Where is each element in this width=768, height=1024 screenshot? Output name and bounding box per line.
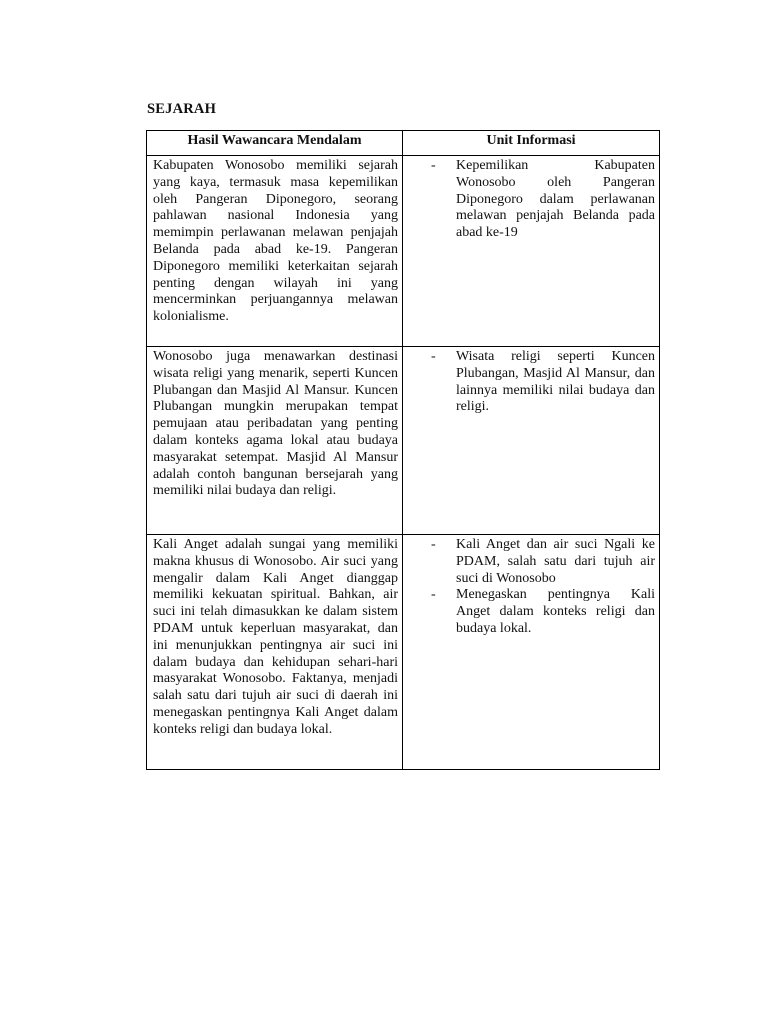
unit-text: Kepemilikan Kabupaten Wonosobo oleh Pangeran Diponegoro dalam perlawanan melawan penjajah Belanda pada abad ke-19	[456, 158, 655, 241]
dash-bullet: -	[431, 537, 436, 552]
list-item	[431, 349, 655, 416]
dash-bullet: -	[431, 158, 436, 173]
unit-text: Menegaskan pentingnya Kali Anget dalam konteks religi dan budaya lokal.	[456, 587, 655, 636]
units-cell	[403, 347, 660, 535]
unit-text: Wisata religi seperti Kuncen Plubangan, Masjid Al Mansur, dan lainnya memiliki nilai budaya dan religi.	[456, 349, 655, 415]
header-units: Unit Informasi	[403, 131, 660, 156]
dash-bullet: -	[431, 587, 436, 603]
units-cell	[403, 156, 660, 347]
interview-table	[146, 130, 660, 770]
units-list	[431, 537, 655, 638]
table-row	[147, 156, 660, 347]
dash-bullet: -	[431, 349, 436, 364]
unit-text: Kali Anget dan air suci Ngali ke PDAM, salah satu dari tujuh air suci di Wonosobo	[456, 537, 655, 586]
list-item	[431, 587, 655, 637]
units-list	[431, 349, 655, 416]
list-item	[431, 537, 655, 587]
table-row	[147, 347, 660, 535]
header-interview: Hasil Wawancara Mendalam	[147, 131, 403, 156]
units-list	[431, 158, 655, 242]
interview-cell: Kali Anget adalah sungai yang memiliki makna khusus di Wonosobo. Air suci yang mengalir dalam Kali Anget dianggap memiliki kekuatan spiritual. Bahkan, air suci ini telah dimasukkan ke dalam sistem PDAM untuk keperluan masyarakat, dan ini menunjukkan pentingnya air suci ini dalam budaya dan kehidupan sehari-hari masyarakat Wonosobo. Faktanya, menjadi salah satu dari tujuh air suci di daerah ini menegaskan pentingnya Kali Anget dalam konteks religi dan budaya lokal.	[147, 535, 403, 770]
units-cell	[403, 535, 660, 770]
table-header-row	[147, 131, 660, 156]
table-row	[147, 535, 660, 770]
interview-cell: Wonosobo juga menawarkan destinasi wisata religi yang menarik, seperti Kuncen Plubangan dan Masjid Al Mansur. Kuncen Plubangan mungkin merupakan tempat pemujaan atau peribadatan yang penting dalam konteks agama lokal atau budaya masyarakat setempat. Masjid Al Mansur adalah contoh bangunan bersejarah yang memiliki nilai budaya dan religi.	[147, 347, 403, 535]
interview-cell: Kabupaten Wonosobo memiliki sejarah yang kaya, termasuk masa kepemilikan oleh Pangeran Diponegoro, seorang pahlawan nasional Indonesia yang memimpin perlawanan melawan penjajah Belanda pada abad ke-19. Pangeran Diponegoro memiliki keterkaitan sejarah penting dengan wilayah ini yang mencerminkan perjuangannya melawan kolonialisme.	[147, 156, 403, 347]
list-item	[431, 158, 655, 242]
section-heading: SEJARAH	[147, 101, 217, 117]
